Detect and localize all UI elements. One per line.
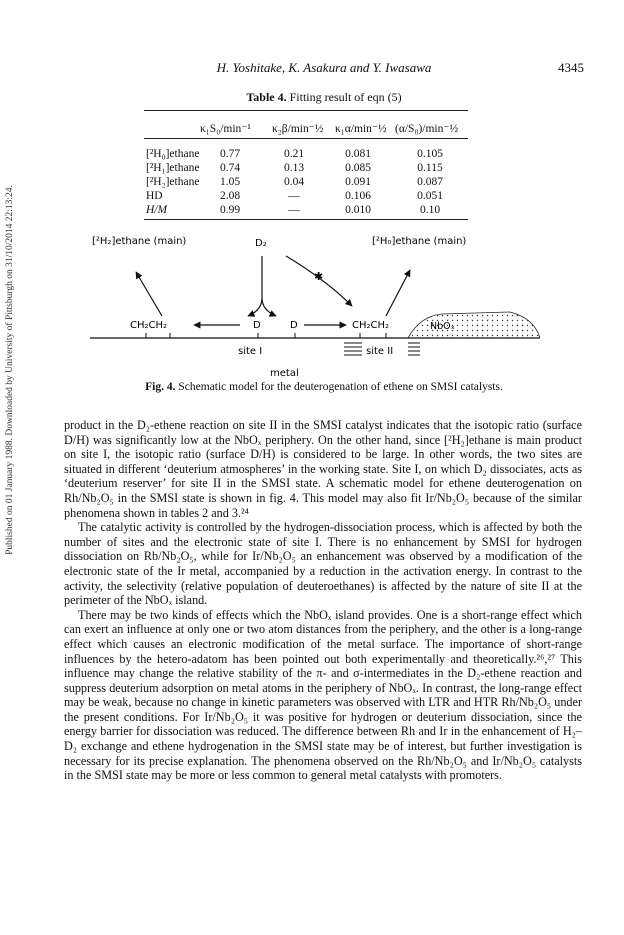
table-col-header: κ₁α/min⁻½	[335, 123, 387, 135]
download-note-text: Published on 01 January 1988. Downloaded by University of Pittsburgh on 31/10/2014 22:13:24.	[5, 185, 15, 555]
table-cell: 0.106	[345, 190, 371, 202]
table-col-header: κ₂β/min⁻½	[272, 123, 324, 135]
table-header-rule	[144, 138, 468, 139]
table-cell: 0.10	[419, 204, 441, 216]
arrow-right-up	[386, 270, 410, 316]
table-cell: 0.13	[283, 162, 305, 174]
table-cell: 0.081	[345, 148, 371, 160]
table-row-label: [²H₀]ethane	[146, 148, 200, 160]
table-cell: 0.115	[417, 162, 443, 174]
label-d-migrating: D	[290, 320, 298, 331]
page-header	[64, 60, 584, 76]
figure-label: Fig. 4.	[145, 381, 176, 393]
table-row-label: HD	[146, 190, 163, 202]
table-cell: 1.05	[219, 176, 241, 188]
figure-caption-text: Schematic model for the deuterogenation of ethene on SMSI catalysts.	[175, 381, 503, 393]
table-cell: 0.010	[345, 204, 371, 216]
label-d0ethane-right: [²H₀]ethane (main)	[372, 236, 467, 247]
blocked-mark-icon: ✱	[314, 270, 324, 283]
table-cell: 0.105	[417, 148, 443, 160]
label-d2-gas: D₂	[255, 238, 267, 249]
table-cell: 0.051	[417, 190, 443, 202]
nbox-island	[408, 312, 540, 338]
figure-caption	[64, 381, 584, 393]
table-cell: 2.08	[219, 190, 241, 202]
arrow-left-up	[136, 272, 162, 316]
download-note	[4, 150, 16, 590]
arrow-d2-right	[262, 298, 276, 316]
table-caption-text: Fitting result of eqn (5)	[286, 90, 402, 104]
label-d2ethane-left: [²H₂]ethane (main)	[92, 236, 187, 247]
table-cell: —	[288, 190, 300, 202]
label-ch2ch2-left: CH₂CH₂	[130, 320, 168, 331]
label-metal: metal	[270, 368, 299, 379]
table-row-label: [²H₁]ethane	[146, 162, 200, 174]
table-bottom-rule	[144, 219, 468, 220]
label-nbox: NbOₓ	[430, 321, 455, 332]
table-cell: —	[288, 204, 300, 216]
table-cell: 0.99	[219, 204, 241, 216]
deuterogenation-schematic	[90, 228, 540, 388]
label-site1: site I	[238, 346, 263, 357]
table-label: Table 4.	[246, 90, 287, 104]
table-cell: 0.74	[219, 162, 241, 174]
table-top-rule	[144, 110, 468, 111]
paragraph: The catalytic activity is controlled by the hydrogen-dissociation process, which is affected by both the number of sites and the electronic state of site I. There is no enhancement by SMSI for hydrogen dissociation on Rb/Nb₂O₅, while for Ir/Nb₂O₅ an enhancement was observed by a modification of the electronic state of the Ir metal, accompanied by a reduction in the activation energy. In contrast to the activity, the selectivity (relative population of deuteroethanes) is affected by the nature of site II at the perimeter of the NbOₓ island.	[64, 520, 582, 608]
table-caption	[64, 90, 584, 105]
paragraph: There may be two kinds of effects which the NbOₓ island provides. One is a short-range effect which can exert an influence at only one or two atom distances from the periphery, and the other is a long-range effect which causes an electronic modification of the metal surface. The importance of short-range influences by the hetero-adatom has been pointed out both experimentally and theoretically.²⁶,²⁷ This influence may change the relative stability of the π- and σ-intermediates in the D₂-ethene reaction and suppress deuterium adsorption on metal atoms in the periphery of NbOₓ. In contrast, the long-range effect may be weak, because no change in kinetic parameters was observed with LTR and HTR Rh/Nb₂O₅ under the present conditions. For Ir/Nb₂O₅ it was positive for hydrogen or deuterium dissociation, since the energy barrier for dissociation was reduced. The difference between Rh and Ir in the enhancement of H₂–D₂ exchange and ethene hydrogenation in the SMSI state may be of interest, but further investigation is necessary for its precise explanation. The phenomena observed on the Rh/Nb₂O₅ and Ir/Nb₂O₅ catalysts in the SMSI state may be more or less common to general metal catalysts with promoters.	[64, 607, 582, 783]
table-cell: 0.085	[345, 162, 371, 174]
arrow-d2-left	[248, 298, 262, 316]
table-cell: 0.04	[283, 176, 305, 188]
table-cell: 0.21	[283, 148, 305, 160]
label-site2: site II	[366, 346, 394, 357]
table-cell: 0.091	[345, 176, 371, 188]
label-ch2ch2-right: CH₂CH₂	[352, 320, 390, 331]
table-row-label: H/M	[146, 204, 168, 216]
body-text	[64, 418, 582, 783]
table-cell: 0.77	[219, 148, 241, 160]
paragraph: product in the D₂-ethene reaction on site II in the SMSI catalyst indicates that the isotopic ratio (surface D/H) was significantly low at the NbOₓ periphery. On the other hand, since [²H₂]ethane is main product on site I, the isotopic ratio (surface D/H) is considered to be large. In other words, the two sites are situated in different ‘deuterium atmospheres’ in the working state. Site I, on which D₂ dissociates, acts as ‘deuterium reserver’ for site II in the SMSI state. A schematic model for ethene deuterogenation on Rh/Nb₂O₅ in the SMSI state is shown in fig. 4. This model may also fit Ir/Nb₂O₅ because of the similar phenomena shown in tables 2 and 3.²⁴	[64, 418, 582, 520]
table-row-label: [²H₂]ethane	[146, 176, 200, 188]
label-d-site1: D	[253, 320, 261, 331]
page-number: 4345	[558, 60, 584, 75]
table-col-header: κ₁S₀/min⁻¹	[200, 123, 251, 135]
table-col-header: (α/S₀)/min⁻½	[395, 123, 459, 135]
table-cell: 0.087	[417, 176, 443, 188]
running-authors: H. Yoshitake, K. Asakura and Y. Iwasawa	[216, 60, 432, 75]
